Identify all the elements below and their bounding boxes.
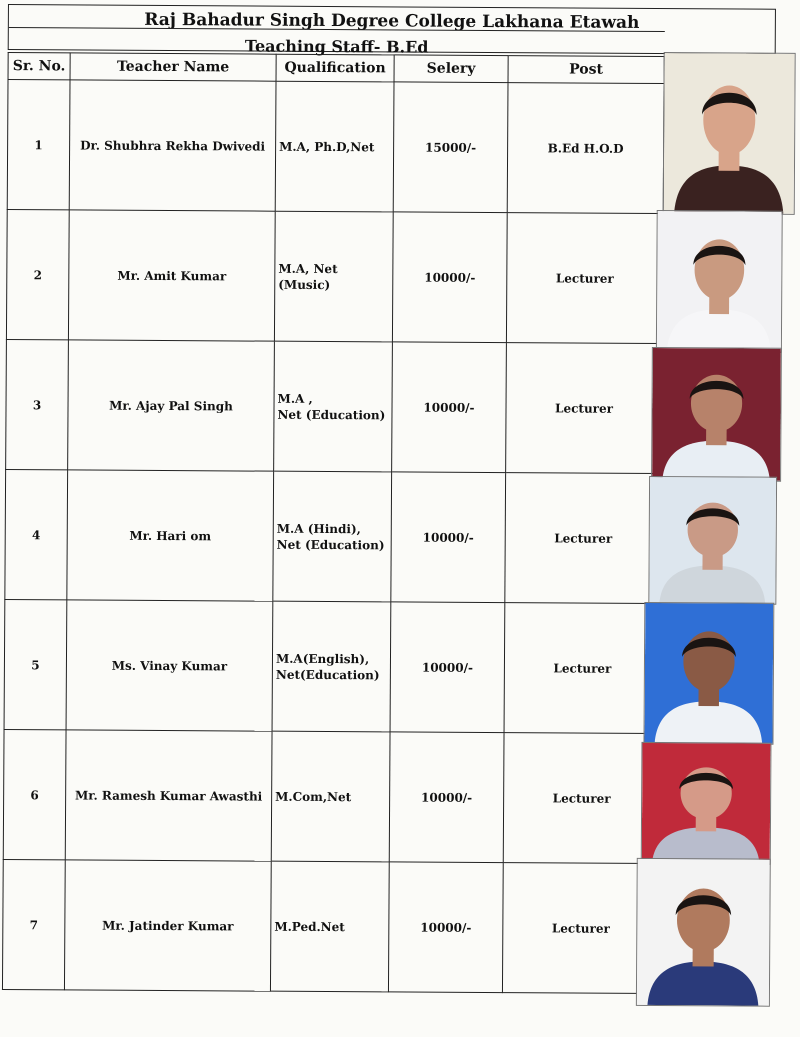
teacher-name-cell: Mr. Hari om xyxy=(67,470,274,601)
qualification-cell xyxy=(275,81,394,212)
teacher-name-cell: Mr. Ramesh Kumar Awasthi xyxy=(65,730,272,861)
qualification-line: M.A(English), xyxy=(275,651,370,666)
teacher-photo xyxy=(648,476,777,605)
header-sr-no: Sr. No. xyxy=(8,53,70,80)
qualification-line: Net(Education) xyxy=(275,667,380,682)
teacher-photo xyxy=(641,742,772,865)
salary-cell: 10000/- xyxy=(392,342,507,473)
sr-no-cell: 4 xyxy=(5,470,68,600)
qualification-line: M.A , xyxy=(277,391,313,406)
qualification-cell xyxy=(274,341,393,472)
qualification-line: Net (Education) xyxy=(276,537,385,552)
qualification-line: M.A, Ph.D,Net xyxy=(279,139,375,154)
qualification-cell xyxy=(271,731,390,862)
header-post: Post xyxy=(508,56,664,84)
teacher-name-cell: Mr. Amit Kumar xyxy=(68,210,275,341)
post-cell: Lecturer xyxy=(506,213,663,344)
teacher-photo xyxy=(656,210,783,353)
table-row xyxy=(4,600,661,734)
post-cell: Lecturer xyxy=(503,733,660,864)
table-row xyxy=(7,80,664,214)
table-row xyxy=(5,470,662,604)
title-box xyxy=(8,4,776,55)
salary-cell: 10000/- xyxy=(388,862,503,993)
qualification-cell xyxy=(272,601,391,732)
sr-no-cell: 2 xyxy=(6,210,69,340)
post-cell: Lecturer xyxy=(504,603,661,734)
header-teacher-name: Teacher Name xyxy=(70,53,276,81)
post-cell: B.Ed H.O.D xyxy=(507,83,664,214)
qualification-cell xyxy=(274,211,393,342)
teacher-photo xyxy=(663,52,796,215)
sr-no-cell: 3 xyxy=(6,340,69,470)
department-title: Teaching Staff- B.Ed xyxy=(244,36,429,57)
table-header-row xyxy=(8,53,664,84)
staff-table xyxy=(2,52,665,994)
header-qualification: Qualification xyxy=(276,54,394,82)
post-cell: Lecturer xyxy=(506,343,663,474)
salary-cell: 15000/- xyxy=(393,82,508,213)
qualification-cell xyxy=(270,861,389,992)
qualification-line: M.A, Net (Music) xyxy=(278,261,338,292)
salary-cell: 10000/- xyxy=(392,212,507,343)
sr-no-cell: 5 xyxy=(4,600,67,730)
salary-cell: 10000/- xyxy=(389,732,504,863)
sr-no-cell: 7 xyxy=(2,860,65,990)
college-title: Raj Bahadur Singh Degree College Lakhana Etawah xyxy=(144,9,640,33)
teacher-name-cell: Ms. Vinay Kumar xyxy=(66,600,273,731)
table-row xyxy=(6,340,663,474)
teacher-photo xyxy=(643,602,774,745)
post-cell: Lecturer xyxy=(505,473,662,604)
teacher-photo xyxy=(636,858,771,1007)
header-salary: Selery xyxy=(394,55,508,83)
qualification-line: M.A (Hindi), xyxy=(276,521,361,536)
table-row xyxy=(3,730,660,864)
sr-no-cell: 1 xyxy=(7,80,70,210)
table-row xyxy=(6,210,663,344)
teacher-name-cell: Dr. Shubhra Rekha Dwivedi xyxy=(69,80,276,211)
teacher-name-cell: Mr. Jatinder Kumar xyxy=(64,860,271,991)
qualification-line: M.Ped.Net xyxy=(274,919,345,934)
post-cell: Lecturer xyxy=(502,863,659,994)
salary-cell: 10000/- xyxy=(390,602,505,733)
sr-no-cell: 6 xyxy=(3,730,66,860)
teacher-photo xyxy=(651,347,782,482)
qualification-line: Net (Education) xyxy=(277,407,386,422)
qualification-line: M.Com,Net xyxy=(275,789,352,804)
teacher-name-cell: Mr. Ajay Pal Singh xyxy=(68,340,275,471)
qualification-cell xyxy=(273,471,392,602)
salary-cell: 10000/- xyxy=(391,472,506,603)
table-row xyxy=(2,860,659,994)
